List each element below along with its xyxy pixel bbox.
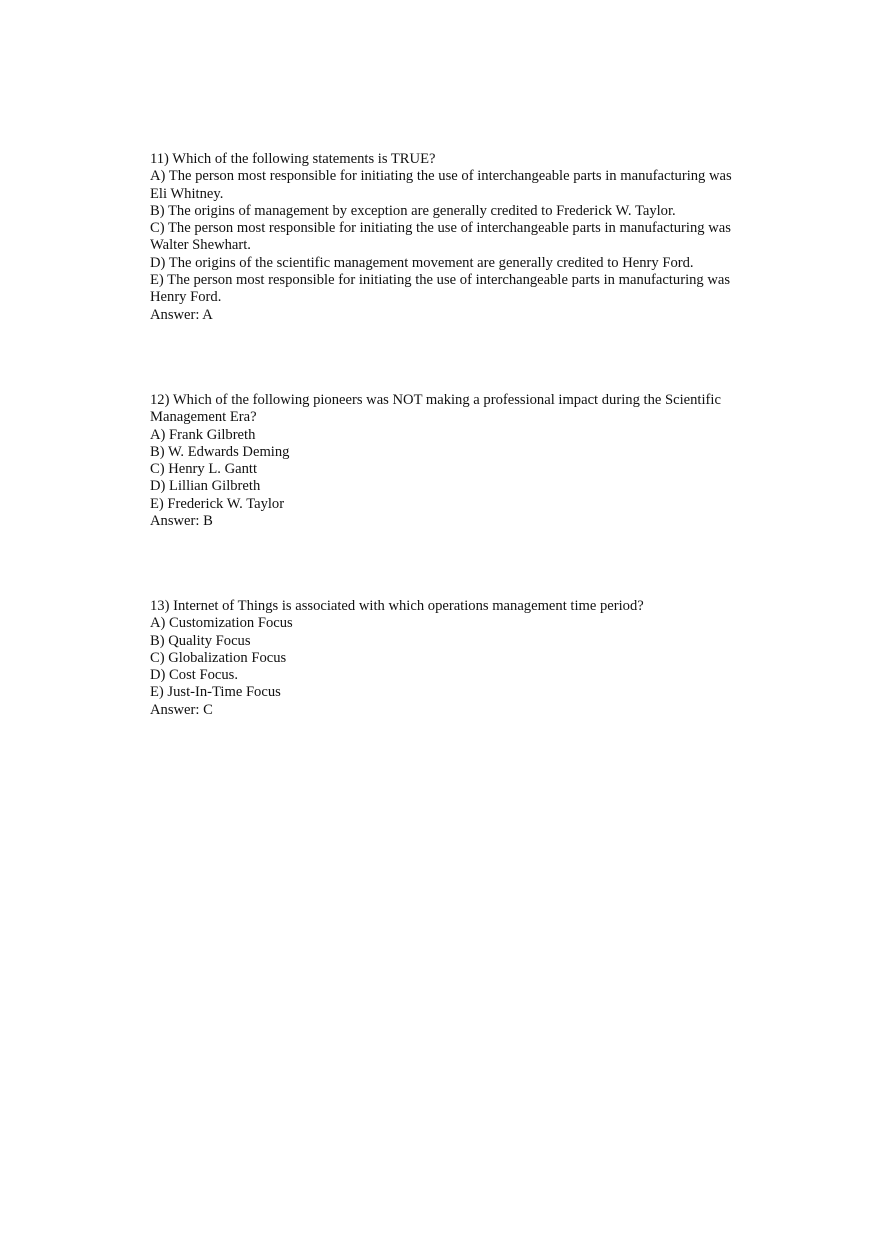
- answer-option-b: B) Quality Focus: [150, 632, 251, 649]
- question-stem: 13) Internet of Things is associated with which operations management time period?: [150, 598, 644, 614]
- question-stem: 11) Which of the following statements is TRUE?: [150, 151, 436, 167]
- answer-option-b: B) The origins of management by exception are generally credited to Frederick W. Taylor.: [150, 202, 676, 219]
- answer-option-c: C) Globalization Focus: [150, 649, 287, 666]
- question-12: [150, 392, 740, 530]
- answer-option-a: A) Customization Focus: [150, 615, 293, 632]
- answer-option-d: D) Lillian Gilbreth: [150, 478, 261, 495]
- answer-option-b: B) W. Edwards Deming: [150, 443, 290, 460]
- answer-option-d: D) Cost Focus.: [150, 667, 238, 684]
- answer-option-d: D) The origins of the scientific management movement are generally credited to Henry Ford.: [150, 254, 694, 271]
- question-stem: 12) Which of the following pioneers was NOT making a professional impact during the Scientific Management Era?: [150, 392, 721, 426]
- question-13: [150, 598, 740, 719]
- answer-key: Answer: B: [150, 513, 213, 530]
- answer-option-a: A) The person most responsible for initiating the use of interchangeable parts in manufacturing was Eli Whitney.: [150, 168, 732, 202]
- answer-option-e: E) Frederick W. Taylor: [150, 495, 285, 512]
- answer-option-a: A) Frank Gilbreth: [150, 426, 256, 443]
- answer-option-c: C) The person most responsible for initiating the use of interchangeable parts in manufacturing was Walter Shewhart.: [150, 220, 731, 254]
- answer-key: Answer: C: [150, 701, 213, 718]
- answer-option-c: C) Henry L. Gantt: [150, 461, 257, 478]
- question-11: [150, 151, 740, 324]
- answer-key: Answer: A: [150, 306, 213, 323]
- answer-option-e: E) The person most responsible for initiating the use of interchangeable parts in manufacturing was Henry Ford.: [150, 272, 731, 306]
- answer-option-e: E) Just-In-Time Focus: [150, 684, 281, 701]
